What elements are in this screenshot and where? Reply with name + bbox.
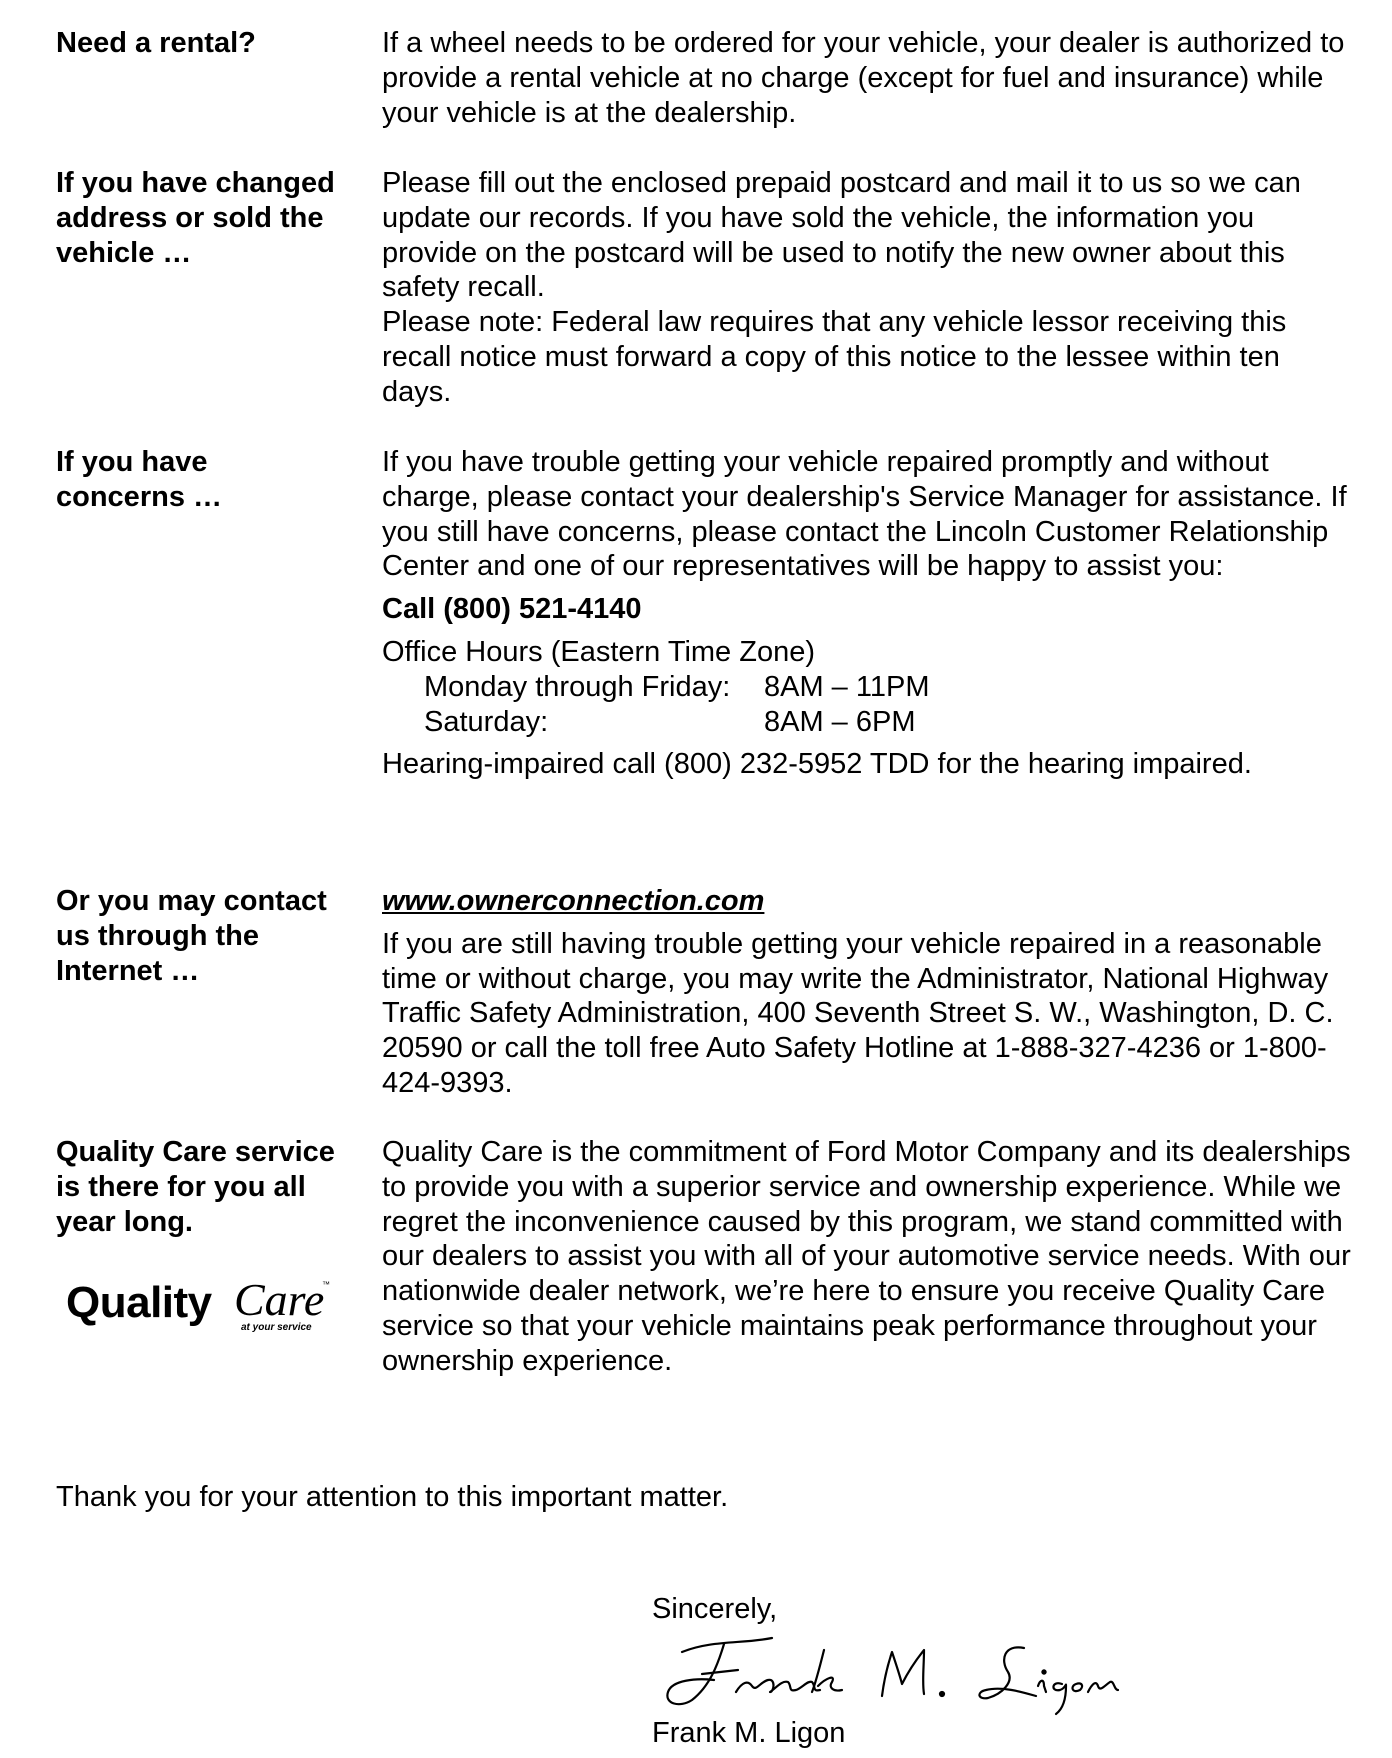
internet-text: If you are still having trouble getting your vehicle repaired in a reasonable time or without charge, you may write the Administrator, National Highway Traffic Safety Administration, 400 Seventh Street S. W., Washington, D. C. 20590 or call the toll free Auto Safety Hotline at 1-888-327-4236 or 1-800-424-9393. [382, 927, 1334, 1099]
sincerely: Sincerely, [652, 1593, 778, 1625]
internet-label: Or you may contact us through the Internet … [56, 885, 327, 987]
rental-label: Need a rental? [56, 27, 256, 59]
hours-day: Monday through Friday: [424, 670, 731, 703]
rental-text: If a wheel needs to be ordered for your vehicle, your dealer is authorized to provide a rental vehicle at no charge (except for fuel and insurance) while your vehicle is at the dealership. [382, 27, 1345, 129]
address-note: Please note: Federal law requires that any vehicle lessor receiving this recall notice must forward a copy of this notice to the lessee within ten days. [382, 306, 1287, 408]
hearing-impaired-text: Hearing-impaired call (800) 232-5952 TDD for the hearing impaired. [382, 748, 1252, 781]
concerns-label: If you have concerns … [56, 446, 222, 513]
signature-text: Frank M. Ligon [652, 1630, 659, 1631]
quality-text: Quality Care is the commitment of Ford Motor Company and its dealerships to provide you with a superior service and ownership experience. While we regret the inconvenience caused by this program, we stand committed with our dealers to assist you with all of your automotive service needs. With our nationwide dealer network, we’re here to ensure you receive Quality Care service so that your vehicle maintains peak performance throughout your ownership experience. [382, 1136, 1351, 1377]
concerns-text: If you have trouble getting your vehicle repaired promptly and without charge, please contact your dealership's Service Manager for assistance. If you still have concerns, please contact the Lincoln Customer Relationship Center and one of our representatives will be happy to assist you: [382, 446, 1347, 583]
quality-care-logo [66, 1274, 356, 1338]
logo-word-quality: Quality [66, 1278, 212, 1327]
hours-row [424, 670, 1356, 705]
logo-word-care: Care [234, 1274, 325, 1325]
closing-line: Thank you for your attention to this important matter. [56, 1481, 729, 1513]
address-label: If you have changed address or sold the vehicle … [56, 167, 335, 269]
owner-connection-link[interactable]: www.ownerconnection.com [382, 885, 765, 917]
signature-image [652, 1630, 1122, 1720]
hours-time: 8AM – 11PM [764, 670, 930, 703]
quality-label: Quality Care service is there for you all year long. [56, 1136, 335, 1238]
logo-trademark: ™ [322, 1280, 330, 1289]
signer-name: Frank M. Ligon [652, 1717, 846, 1749]
call-number: Call (800) 521-4140 [382, 593, 642, 626]
logo-tagline: at your service [241, 1322, 312, 1333]
hours-day: Saturday: [424, 705, 549, 738]
hours-row [424, 705, 1356, 740]
office-hours-title: Office Hours (Eastern Time Zone) [382, 635, 816, 668]
address-text: Please fill out the enclosed prepaid postcard and mail it to us so we can update our records. If you have sold the vehicle, the information you provide on the postcard will be used to notify the new owner about this safety recall. [382, 167, 1301, 304]
hours-time: 8AM – 6PM [764, 705, 916, 738]
